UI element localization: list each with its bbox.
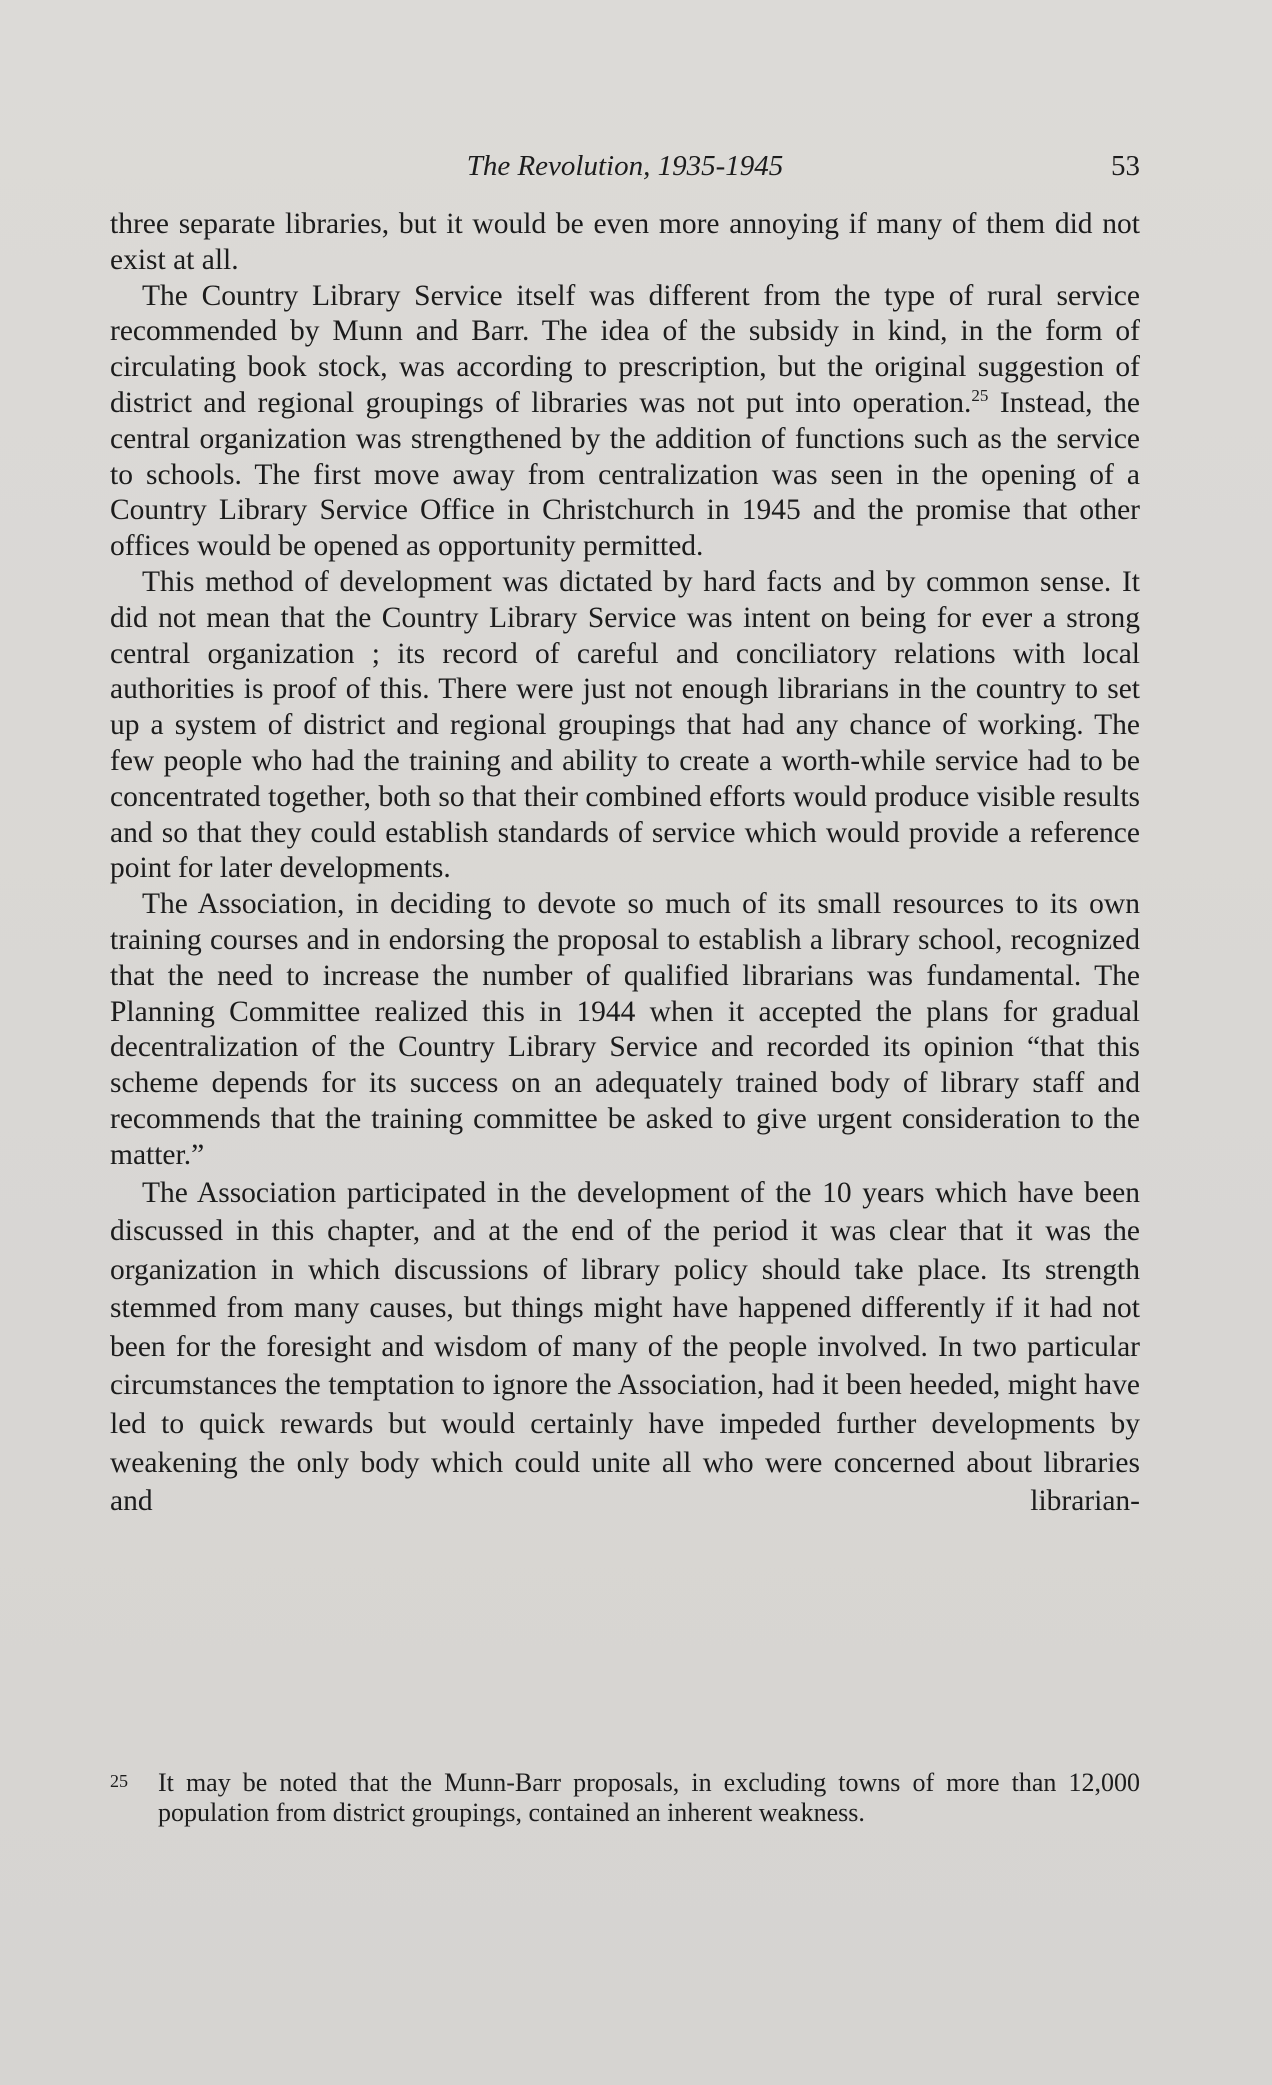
page-number: 53	[1111, 150, 1140, 182]
footnote-marker: 25	[110, 1771, 128, 1791]
footnote	[110, 1768, 1140, 1827]
paragraph-5: The Association participated in the development of the 10 years which have been discussed in this chapter, and at the end of the period it was clear that it was the organization in which discussions of library policy should take place. Its strength stemmed from many causes, but things might have happened differently if it had not been for the foresight and wisdom of many of the people involved. In two particular circumstances the temptation to ignore the Association, had it been heeded, might have led to quick rewards but would certainly have impeded further developments by weakening the only body which could unite all who were concerned about libraries and librarian-	[110, 1176, 1140, 1518]
paragraph-2-text-before: The Country Library Service itself was different from the type of rural service recommended by Munn and Barr. The idea of the subsidy in kind, in the form of circulating book stock, was according to prescription, but the original suggestion of district and regional groupings of libraries was not put into operation.	[110, 279, 1140, 419]
paragraph-2	[110, 279, 1140, 565]
paragraph-4: The Association, in deciding to devote so much of its small resources to its own training courses and in endorsing the proposal to establish a library school, recognized that the need to increase the number of qualified librarians was fundamental. The Planning Committee realized this in 1944 when it accepted the plans for gradual decentralization of the Country Library Service and recorded its opinion “that this scheme depends for its success on an adequately trained body of library staff and recommends that the training committee be asked to give urgent consideration to the matter.”	[110, 888, 1140, 1171]
footnote-reference: 25	[971, 386, 989, 406]
footnote-text: It may be noted that the Munn-Barr proposals, in excluding towns of more than 12,000 population from district groupings, contained an inherent weakness.	[158, 1768, 1140, 1827]
paragraph-3: This method of development was dictated by hard facts and by common sense. It did not mean that the Country Library Service was intent on being for ever a strong central organization ; its record of careful and conciliatory relations with local authorities is proof of this. There were just not enough librarians in the country to set up a system of district and regional groupings that had any chance of working. The few people who had the training and ability to create a worth-while service had to be concentrated together, both so that their combined efforts would produce visible results and so that they could establish standards of service which would provide a reference point for later developments.	[110, 565, 1140, 885]
running-title: The Revolution, 1935-1945	[466, 150, 784, 182]
paragraph-2-text-after: Instead, the central organization was strengthened by the addition of functions such as the service to schools. The first move away from centralization was seen in the opening of a Country Library Service Office in Christchurch in 1945 and the promise that other offices would be opened as opportunity permitted.	[110, 386, 1140, 563]
running-head	[110, 150, 1140, 190]
paragraph-1: three separate libraries, but it would be even more annoying if many of them did not exist at all.	[110, 208, 1140, 276]
body-text	[110, 207, 1140, 1521]
